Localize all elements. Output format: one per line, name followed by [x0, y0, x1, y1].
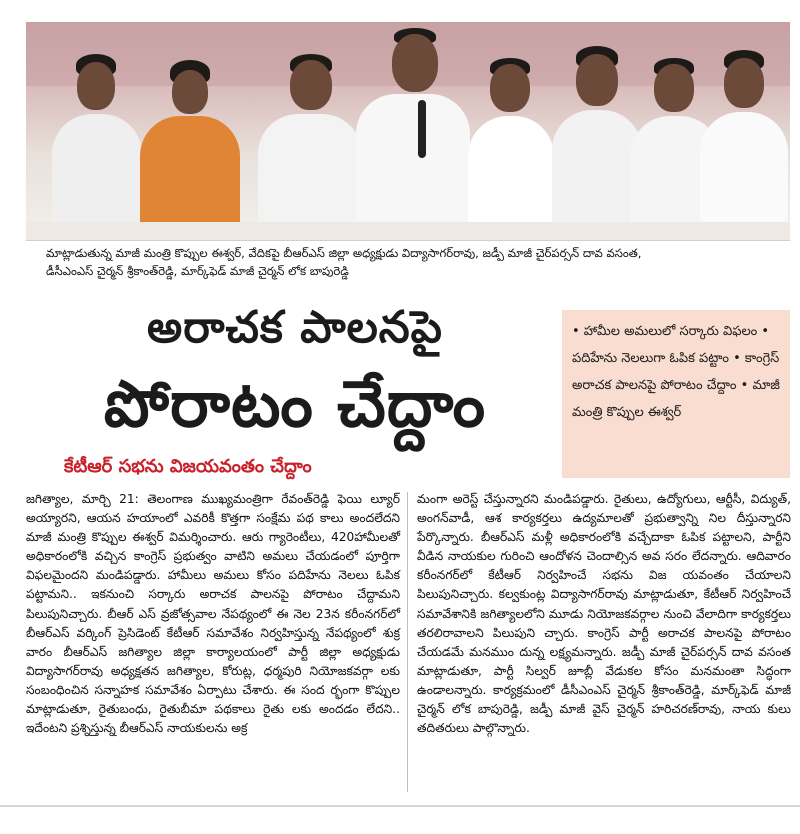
- headline-line-1: అరాచక పాలనపై: [147, 302, 443, 353]
- person-3: [254, 52, 364, 241]
- person-5: [462, 58, 558, 238]
- stage-table: [26, 222, 790, 240]
- footer-rule: [0, 805, 800, 807]
- photo-caption: [46, 244, 786, 280]
- subheadline: కేటీఆర్ సభను విజయవంతం చేద్దాం: [64, 456, 312, 477]
- caption-line-1: మాట్లాడుతున్న మాజీ మంత్రి కొప్పుల ఈశ్వర్, వేదికపై బీఆర్ఎస్ జిల్లా అధ్యక్షుడు విద్యాసాగర్‌రావు, జడ్పీ మాజీ చైర్‌పర్సన్ దావ వసంత,: [46, 246, 642, 260]
- person-2: [134, 60, 244, 240]
- event-photo: [26, 22, 790, 241]
- caption-line-2: డీసీఎంఎస్ చైర్మన్ శ్రీకాంత్‌రెడ్డి, మార్క్‌ఫెడ్ మాజీ చైర్మన్ లోక బాపురెడ్డి: [46, 264, 349, 278]
- article-column-left: జగిత్యాల, మార్చి 21: తెలంగాణ ముఖ్యమంత్రిగా రేవంత్‌రెడ్డి ఫెయి ల్యూర్ అయ్యారని, ఆయన హయాంలో ఎవరికీ కొత్తగా సంక్షేమ పథ కాలు అందలేదని మాజీ మంత్రి కొప్పుల ఈశ్వర్ విమర్శించారు. ఆరు గ్యారెంటీలు, 420హామీలతో అధికారంలోకి వచ్చిన కాంగ్రెస్ ప్రభుత్వం వాటిని అమలు చేయడంలో పూర్తిగా విఫలమైందని మండిపడ్డారు. హామీలు అమలు కోసం పదిహేను నెలలు ఓపిక పట్టామని.. ఇకనుంచి సర్కారు అరాచక పాలనపై పోరాటం చేద్దామని పిలుపునిచ్చారు. బీఆర్ ఎస్ వ్రజోత్సవాల నేపథ్యంలో ఈ నెల 23న కరీంనగర్‌లో బీఆర్ఎస్ వర్కింగ్ ప్రెసిడెంట్ కేటీఆర్ సమావేశం నిర్వహిస్తున్న నేపథ్యంలో శుక్ర వారం బీఆర్ఎస్ జగిత్యాల జిల్లా కార్యాలయంలో పార్టీ జిల్లా అధ్యక్షుడు విద్యాసాగర్‌రావు అధ్యక్షతన జగిత్యాల, కోరుట్ల, ధర్మపురి నియోజకవర్గా లకు సంబంధించిన సన్నాహక సమావేశం ఏర్పాటు చేశారు. ఈ సంద ర్భంగా కొప్పుల మాట్లాడుతూ, రైతుబంధు, రైతుబీమా పథకాలు రైతు లకు అందడం లేదని.. ఇదేంటని ప్రశ్నిస్తున్న బీఆర్ఎస్ నాయకులను అక్ర: [26, 492, 400, 736]
- person-1: [46, 52, 146, 241]
- microphone-icon: [418, 100, 426, 158]
- article-column-right: మంగా అరెస్ట్ చేస్తున్నారని మండిపడ్డారు. రైతులు, ఉద్యోగులు, ఆర్టీసీ, విద్యుత్, అంగన్‌వాడీ, ఆశ కార్యకర్తలు ఉద్యమాలతో ప్రభుత్వాన్ని నిల దీస్తున్నారని పేర్కొన్నారు. బీఆర్ఎస్ మళ్లీ అధికారంలోకి వచ్చేదాకా ఓపిక పట్టాలని, పార్టీని వీడిన నాయకుల గురించి ఆందోళన చెందాల్సిన అవ సరం లేదన్నారు. ఆదివారం కరీంనగర్‌లో కేటీఆర్ నిర్వహించే సభను విజ యవంతం చేయాలని పిలుపునిచ్చారు. కల్వకుంట్ల విద్యాసాగర్‌రావు మాట్లాడుతూ, కేటీఆర్ నిర్వహించే సమావేశానికి జగిత్యాలలోని మూడు నియోజకవర్గాల నుంచి వేలాదిగా కార్యకర్తలు తరలిరావాలని పిలుపుని చ్చారు. కాంగ్రెస్ పార్టీ అరాచక పాలనపై పోరాటం చేయడమే మనముం దున్న లక్ష్యమన్నారు. జడ్పీ మాజీ చైర్‌పర్సన్ దావ వసంత మాట్లాడుతూ, పార్టీ సిల్వర్ జూబ్లీ వేడుకల కోసం మనమంతా సిద్ధంగా ఉండాలన్నారు. కార్యక్రమంలో డీసీఎంఎస్ చైర్మన్ శ్రీకాంత్‌రెడ్డి, మార్క్‌ఫెడ్ మాజీ చైర్మన్ లోక బాపురెడ్డి, జడ్పీ మాజీ వైస్ చైర్మన్ హరిచరణ్‌రావు, నాయ కులు తదితరులు పాల్గొన్నారు.: [417, 492, 791, 736]
- highlights-text: • హామీల అమలులో సర్కారు విఫలం • పదిహేను నెలలుగా ఓపిక పట్టాం • కాంగ్రెస్ అరాచక పాలనపై పోరాటం చేద్దాం • మాజీ మంత్రి కొప్పుల ఈశ్వర్: [572, 324, 780, 420]
- column-divider: [407, 492, 408, 792]
- person-8: [698, 50, 790, 240]
- person-4-speaker: [354, 28, 472, 241]
- highlights-box: [562, 310, 790, 478]
- headline-line-2: పోరాటం చేద్దాం: [103, 368, 487, 442]
